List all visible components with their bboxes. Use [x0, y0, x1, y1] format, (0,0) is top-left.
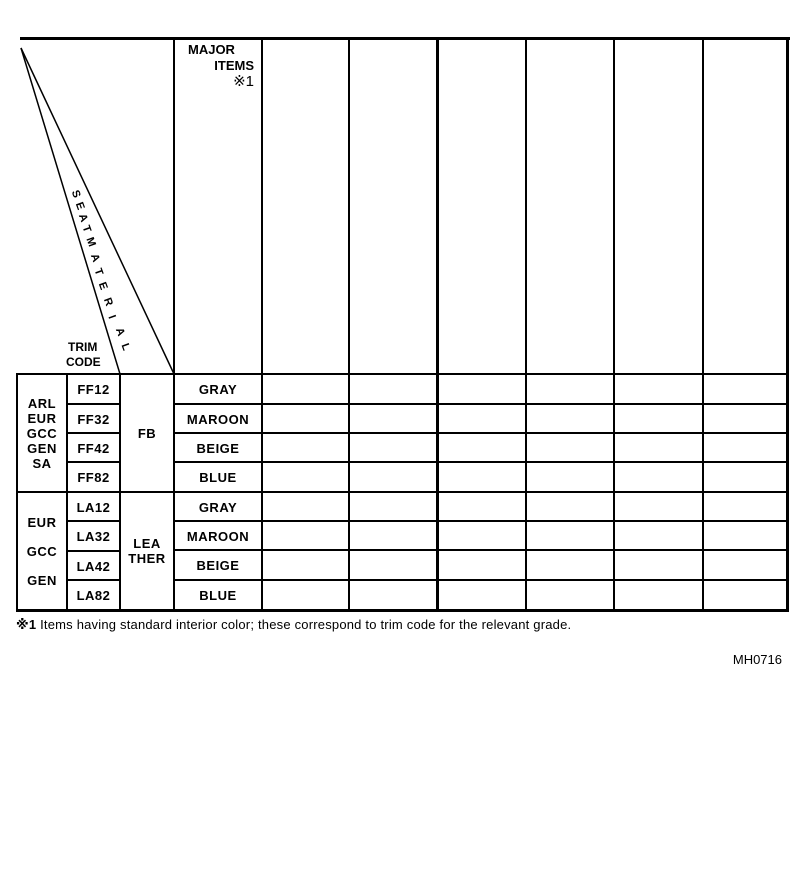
column-divider	[261, 37, 263, 611]
seat-material-letter: T	[79, 223, 94, 235]
trim-code-cell: LA12	[76, 499, 111, 515]
interior-color-cell: GRAY	[198, 499, 238, 515]
table-bottom-border	[16, 609, 789, 612]
figure-id: MH0716	[732, 652, 782, 667]
interior-color-cell: GRAY	[198, 381, 238, 397]
interior-color-cell: BEIGE	[196, 440, 240, 456]
seat-material-letter: E	[72, 200, 87, 212]
seat-material-cell	[121, 493, 173, 609]
interior-color-cell: MAROON	[186, 528, 250, 544]
interior-color-cell: BLUE	[199, 587, 237, 603]
seat-material-label: FB	[137, 426, 157, 441]
seat-material-letter: M	[83, 235, 98, 249]
trim-code-cell: LA32	[76, 528, 111, 544]
row-divider	[173, 549, 787, 551]
row-divider	[173, 579, 787, 581]
seat-material-letter: T	[91, 266, 106, 278]
market-list	[18, 376, 66, 491]
column-divider	[525, 37, 527, 611]
market-code: GCC	[26, 544, 58, 559]
seat-material-letter: A	[112, 326, 127, 338]
market-list	[18, 494, 66, 609]
column-divider	[348, 37, 350, 611]
seat-material-label: THER	[128, 551, 166, 566]
seat-material-letter: I	[105, 313, 118, 321]
row-divider	[173, 520, 787, 522]
seat-material-letter: S	[68, 188, 83, 200]
row-divider	[173, 491, 787, 493]
trim-code-cell: FF82	[77, 469, 110, 485]
market-code: SA	[32, 456, 52, 471]
trim-code-cell: FF32	[77, 411, 110, 427]
column-divider	[702, 37, 704, 611]
seat-material-letter: E	[95, 280, 110, 292]
seat-material-letter: R	[100, 296, 115, 308]
major-items-footnote-ref: ※1	[233, 73, 254, 90]
market-code: EUR	[27, 411, 57, 426]
seat-material-letter: A	[75, 212, 90, 224]
trim-code-cell: FF42	[77, 440, 110, 456]
row-divider	[173, 461, 787, 463]
major-items-header	[176, 42, 254, 90]
interior-color-cell: BEIGE	[196, 557, 240, 573]
major-items-label-line2: ITEMS	[214, 58, 254, 73]
column-divider	[613, 37, 615, 611]
seat-material-cell	[121, 376, 173, 491]
footnote-marker: ※1	[16, 617, 37, 632]
seat-material-label: LEA	[133, 536, 161, 551]
row-divider	[173, 403, 787, 405]
table-right-border	[786, 37, 789, 612]
seat-material-letter: L	[118, 341, 133, 353]
header-diagonal-lines	[0, 0, 180, 380]
column-divider	[436, 37, 439, 611]
trim-code-cell: LA82	[76, 587, 111, 603]
seat-material-letter: A	[87, 252, 102, 264]
trim-code-label-line2: CODE	[66, 355, 101, 369]
row-divider	[173, 432, 787, 434]
footnote-text: Items having standard interior color; these correspond to trim code for the relevant grade.	[40, 617, 572, 632]
market-code: GCC	[26, 426, 58, 441]
market-code: EUR	[27, 515, 57, 530]
market-code: GEN	[27, 441, 57, 456]
trim-code-label-line1: TRIM	[68, 340, 98, 354]
trim-code-cell: FF12	[77, 381, 110, 397]
major-items-label-line1: MAJOR	[188, 42, 235, 57]
interior-color-cell: MAROON	[186, 411, 250, 427]
interior-color-cell: BLUE	[199, 469, 237, 485]
market-code: GEN	[27, 573, 57, 588]
trim-code-cell: LA42	[76, 558, 111, 574]
footnote	[16, 617, 571, 633]
market-code: ARL	[27, 396, 57, 411]
trim-code-header	[66, 340, 116, 370]
